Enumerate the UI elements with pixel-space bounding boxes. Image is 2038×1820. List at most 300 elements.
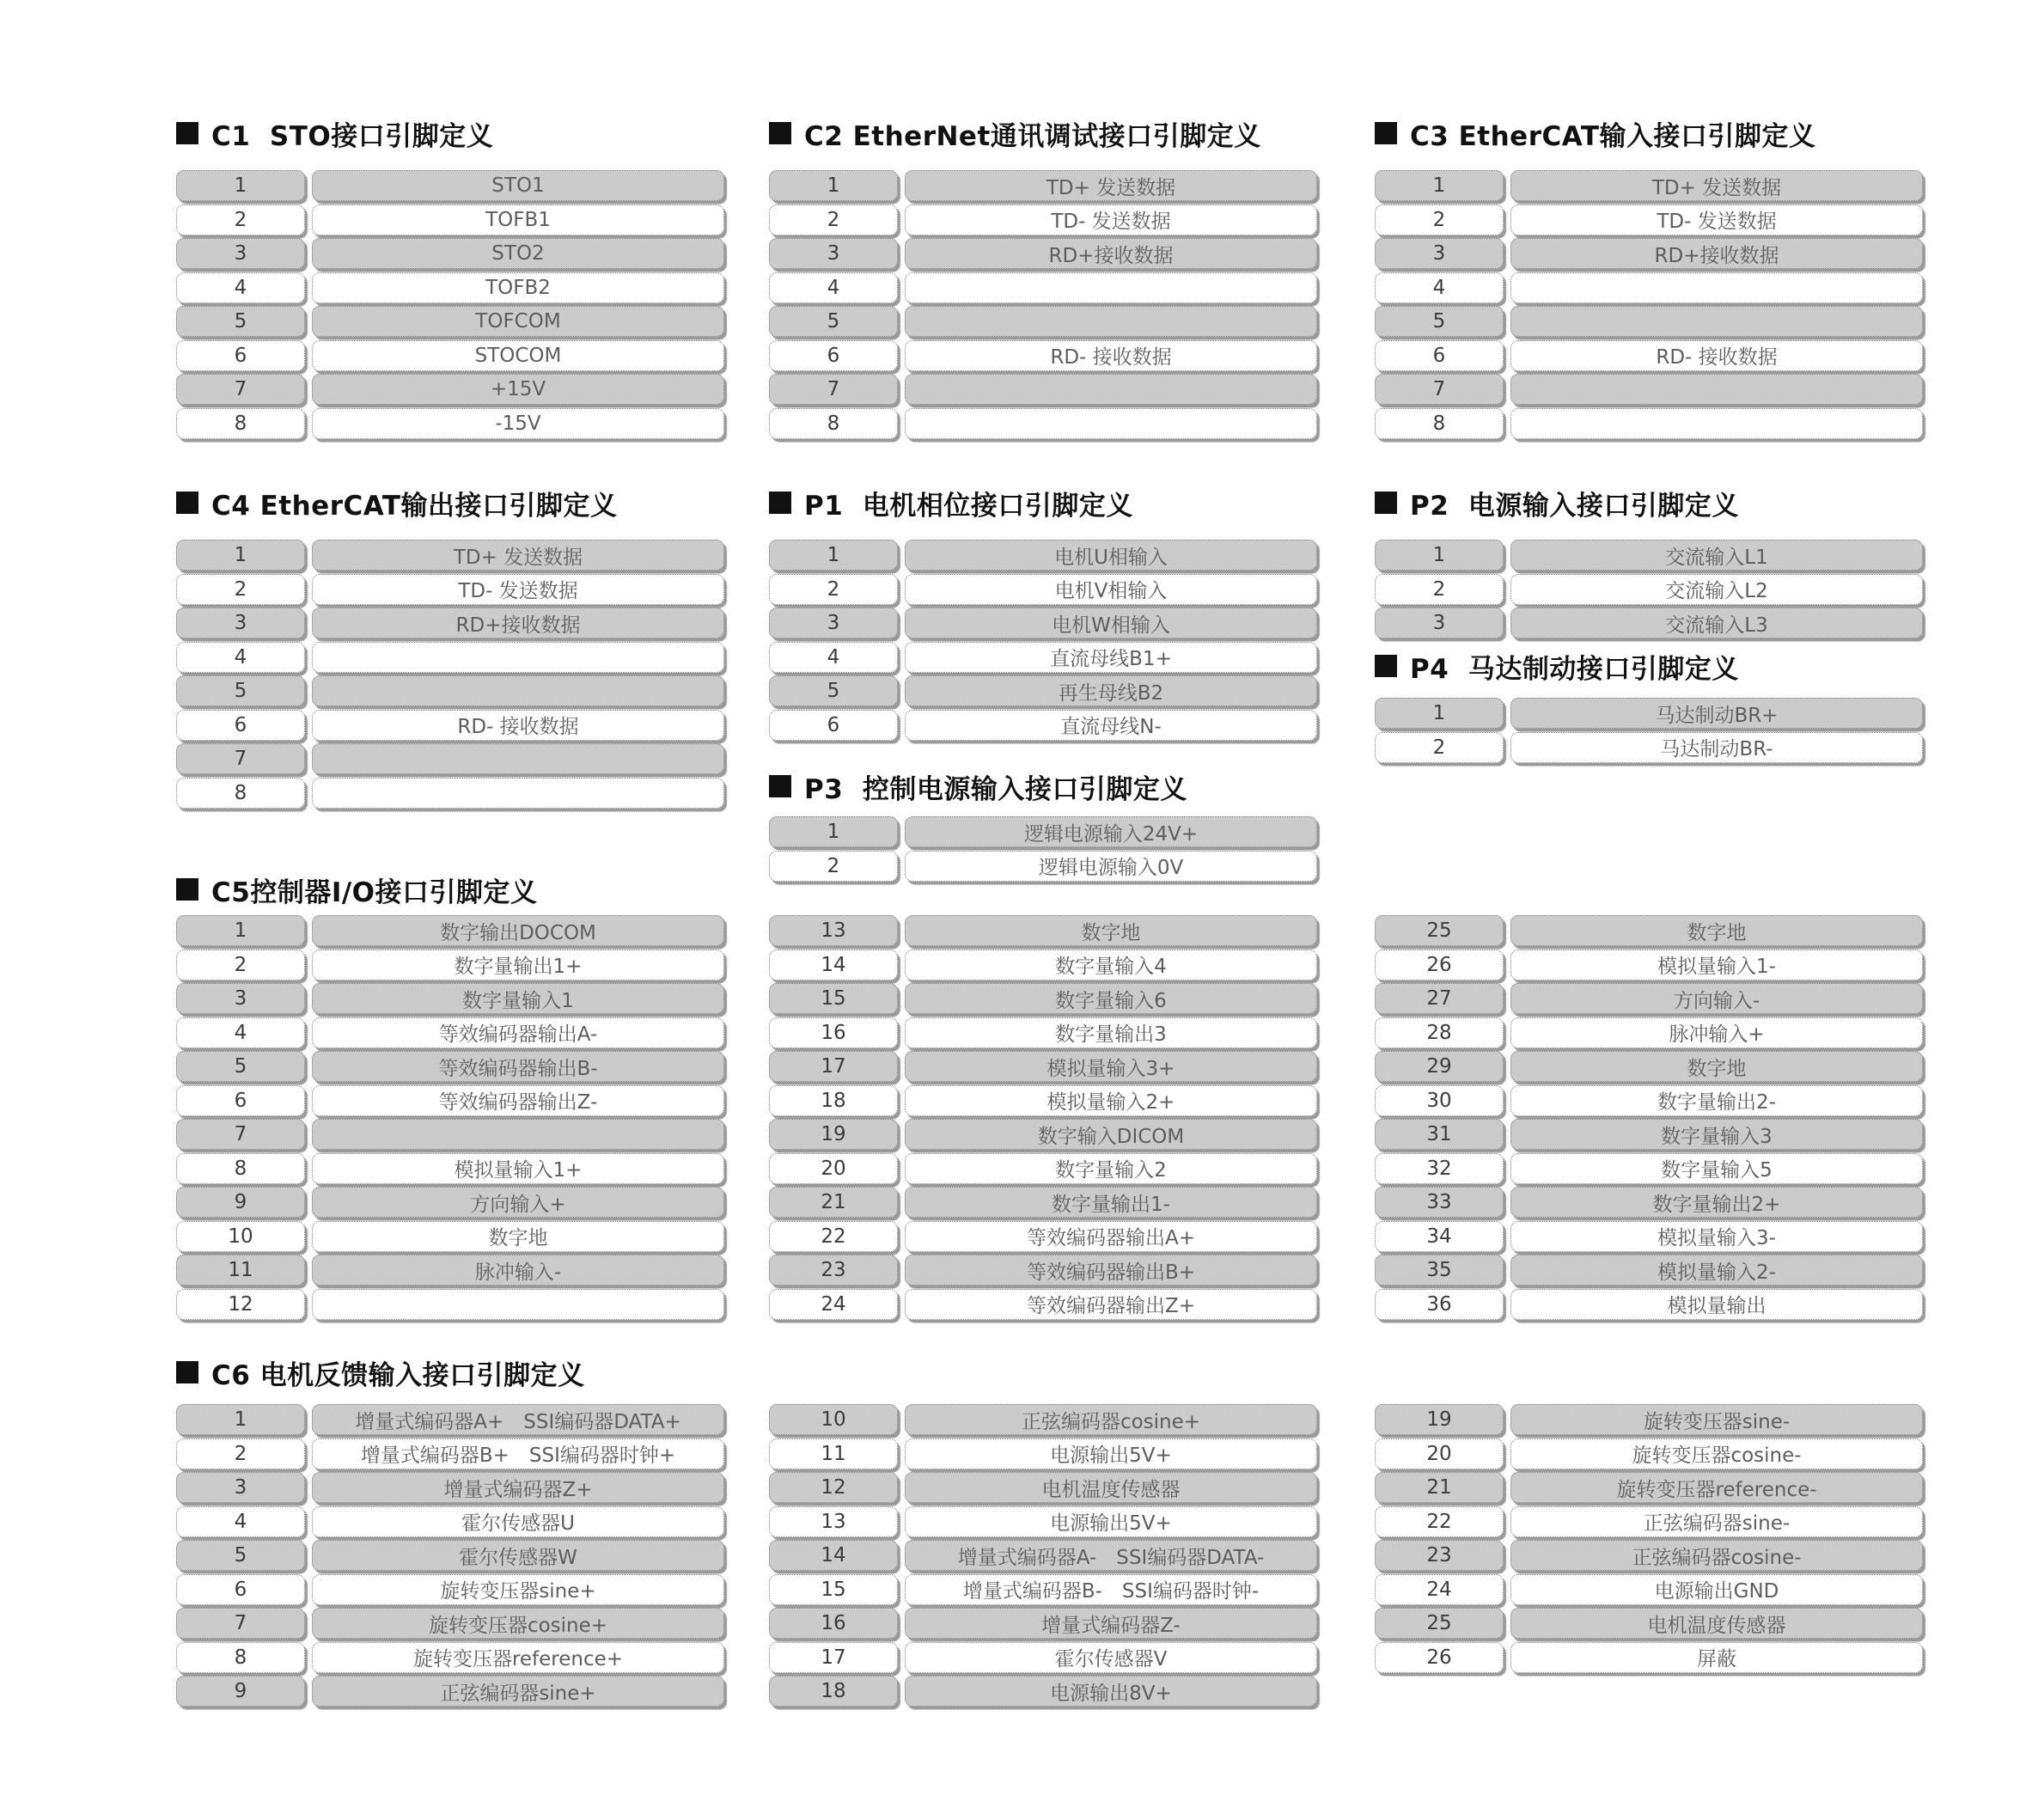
pin-description-cell: 模拟量输入1+ bbox=[312, 1153, 724, 1184]
pin-number-cell: 3 bbox=[1375, 608, 1504, 638]
section-title-p4 bbox=[1375, 646, 1739, 686]
pin-number-cell: 1 bbox=[769, 540, 898, 571]
pin-number-cell: 3 bbox=[176, 983, 305, 1014]
pin-description-cell: STO1 bbox=[312, 170, 724, 201]
pin-number-cell: 20 bbox=[1375, 1438, 1504, 1469]
pin-row bbox=[769, 983, 1317, 1014]
pin-row bbox=[769, 1438, 1317, 1469]
pin-row bbox=[769, 1472, 1317, 1503]
black-square-bullet-icon bbox=[769, 122, 791, 144]
pin-description-cell: TD+ 发送数据 bbox=[1510, 170, 1923, 201]
pin-number-cell: 26 bbox=[1375, 950, 1504, 980]
pin-description-cell: 脉冲输入- bbox=[312, 1255, 724, 1286]
pin-description-cell: 正弦编码器sine+ bbox=[312, 1676, 724, 1707]
pin-row bbox=[769, 1574, 1317, 1605]
pin-description-cell: 数字量输出2- bbox=[1510, 1085, 1923, 1116]
pin-number-cell: 21 bbox=[1375, 1472, 1504, 1503]
pin-table-c6-pins-19-26 bbox=[1375, 1404, 1923, 1676]
pin-row bbox=[1375, 170, 1923, 201]
pin-number-cell: 25 bbox=[1375, 915, 1504, 946]
pin-description-cell: 旋转变压器reference+ bbox=[312, 1642, 724, 1673]
pin-description-cell: 脉冲输入+ bbox=[1510, 1017, 1923, 1048]
pin-number-cell: 13 bbox=[769, 1506, 898, 1537]
pin-description-cell bbox=[1510, 272, 1923, 303]
pin-description-cell: 电机温度传感器 bbox=[905, 1472, 1317, 1503]
black-square-bullet-icon bbox=[769, 492, 791, 514]
pin-number-cell: 4 bbox=[176, 642, 305, 673]
pin-description-cell: 等效编码器输出A+ bbox=[905, 1221, 1317, 1252]
pin-number-cell: 30 bbox=[1375, 1085, 1504, 1116]
section-title-p1-text: P1 电机相位接口引脚定义 bbox=[804, 490, 1133, 522]
pin-row bbox=[1375, 698, 1923, 729]
pin-number-cell: 3 bbox=[769, 238, 898, 269]
pin-number-cell: 32 bbox=[1375, 1153, 1504, 1184]
pin-row bbox=[176, 1540, 724, 1571]
pin-row bbox=[769, 1051, 1317, 1082]
pin-row bbox=[1375, 608, 1923, 638]
pin-row bbox=[1375, 1438, 1923, 1469]
pin-number-cell: 35 bbox=[1375, 1255, 1504, 1286]
pin-number-cell: 1 bbox=[1375, 698, 1504, 729]
pin-description-cell: 交流输入L2 bbox=[1510, 574, 1923, 605]
pin-description-cell: RD- 接收数据 bbox=[905, 340, 1317, 371]
pin-row bbox=[769, 374, 1317, 405]
pin-description-cell: 模拟量输出 bbox=[1510, 1289, 1923, 1320]
pin-row bbox=[1375, 1642, 1923, 1673]
pin-number-cell: 7 bbox=[176, 1119, 305, 1150]
pin-row bbox=[176, 950, 724, 980]
pin-description-cell bbox=[905, 374, 1317, 405]
pin-number-cell: 1 bbox=[176, 170, 305, 201]
pin-number-cell: 21 bbox=[769, 1187, 898, 1218]
pin-row bbox=[176, 1119, 724, 1150]
pin-description-cell: 数字量输出1+ bbox=[312, 950, 724, 980]
pin-description-cell: 电机V相输入 bbox=[905, 574, 1317, 605]
pin-description-cell: 电源输出GND bbox=[1510, 1574, 1923, 1605]
pin-number-cell: 2 bbox=[769, 851, 898, 882]
black-square-bullet-icon bbox=[1375, 492, 1397, 514]
black-square-bullet-icon bbox=[176, 492, 198, 514]
pin-description-cell: 电源输出8V+ bbox=[905, 1676, 1317, 1707]
pin-number-cell: 2 bbox=[1375, 574, 1504, 605]
pin-number-cell: 10 bbox=[176, 1221, 305, 1252]
pin-description-cell: 电源输出5V+ bbox=[905, 1438, 1317, 1469]
pin-row bbox=[1375, 1506, 1923, 1537]
pin-row bbox=[1375, 1221, 1923, 1252]
pin-row bbox=[176, 710, 724, 741]
pin-row bbox=[1375, 915, 1923, 946]
pin-description-cell: 电机U相输入 bbox=[905, 540, 1317, 571]
pin-description-cell bbox=[312, 778, 724, 809]
pin-row bbox=[769, 1085, 1317, 1116]
pin-table-c2 bbox=[769, 170, 1317, 442]
pin-description-cell: 霍尔传感器V bbox=[905, 1642, 1317, 1673]
pin-row bbox=[1375, 1289, 1923, 1320]
pin-description-cell: 马达制动BR- bbox=[1510, 732, 1923, 763]
pin-description-cell: 数字地 bbox=[1510, 1051, 1923, 1082]
pin-number-cell: 22 bbox=[769, 1221, 898, 1252]
pin-description-cell: RD- 接收数据 bbox=[312, 710, 724, 741]
pin-row bbox=[1375, 272, 1923, 303]
pin-table-c5-pins-25-36 bbox=[1375, 915, 1923, 1322]
pin-table-c5-pins-1-12 bbox=[176, 915, 724, 1322]
pin-description-cell: 增量式编码器Z- bbox=[905, 1608, 1317, 1639]
pin-number-cell: 2 bbox=[176, 205, 305, 235]
section-title-c4-text: C4 EtherCAT输出接口引脚定义 bbox=[211, 490, 618, 522]
pin-row bbox=[176, 1506, 724, 1537]
pin-description-cell: 再生母线B2 bbox=[905, 675, 1317, 706]
pin-description-cell bbox=[312, 1119, 724, 1150]
pin-number-cell: 5 bbox=[176, 1051, 305, 1082]
pin-description-cell bbox=[905, 408, 1317, 439]
pin-number-cell: 7 bbox=[176, 374, 305, 405]
pin-number-cell: 6 bbox=[176, 1574, 305, 1605]
pin-row bbox=[176, 915, 724, 946]
pin-description-cell: 电源输出5V+ bbox=[905, 1506, 1317, 1537]
pin-number-cell: 28 bbox=[1375, 1017, 1504, 1048]
pin-number-cell: 15 bbox=[769, 983, 898, 1014]
pin-number-cell: 6 bbox=[1375, 340, 1504, 371]
pin-description-cell: 数字量输入1 bbox=[312, 983, 724, 1014]
pin-row bbox=[176, 408, 724, 439]
pin-description-cell: RD- 接收数据 bbox=[1510, 340, 1923, 371]
pin-description-cell: 数字量输入4 bbox=[905, 950, 1317, 980]
pin-table-c3 bbox=[1375, 170, 1923, 442]
pin-row bbox=[769, 1676, 1317, 1707]
pin-description-cell: RD+接收数据 bbox=[312, 608, 724, 638]
pin-row bbox=[769, 170, 1317, 201]
section-title-p1 bbox=[769, 483, 1133, 522]
pin-description-cell: TD- 发送数据 bbox=[1510, 205, 1923, 235]
pin-description-cell bbox=[312, 743, 724, 774]
pin-description-cell: 屏蔽 bbox=[1510, 1642, 1923, 1673]
pin-number-cell: 2 bbox=[1375, 732, 1504, 763]
pin-description-cell bbox=[1510, 374, 1923, 405]
pin-number-cell: 29 bbox=[1375, 1051, 1504, 1082]
pin-number-cell: 6 bbox=[769, 710, 898, 741]
pin-description-cell: STOCOM bbox=[312, 340, 724, 371]
pin-row bbox=[1375, 238, 1923, 269]
pin-description-cell: 等效编码器输出B+ bbox=[905, 1255, 1317, 1286]
pin-number-cell: 6 bbox=[176, 340, 305, 371]
pin-number-cell: 1 bbox=[769, 816, 898, 847]
pin-description-cell: TD- 发送数据 bbox=[312, 574, 724, 605]
pin-number-cell: 6 bbox=[769, 340, 898, 371]
pin-description-cell: TOFB2 bbox=[312, 272, 724, 303]
pin-row bbox=[176, 743, 724, 774]
pin-description-cell: 数字量输入5 bbox=[1510, 1153, 1923, 1184]
pin-table-c5-pins-13-24 bbox=[769, 915, 1317, 1322]
pin-row bbox=[769, 1119, 1317, 1150]
pin-row bbox=[769, 306, 1317, 337]
pin-row bbox=[769, 1153, 1317, 1184]
pin-number-cell: 8 bbox=[1375, 408, 1504, 439]
pin-table-p1 bbox=[769, 540, 1317, 743]
pin-row bbox=[1375, 306, 1923, 337]
pin-row bbox=[769, 540, 1317, 571]
section-title-p3-text: P3 控制电源输入接口引脚定义 bbox=[804, 773, 1187, 805]
pin-number-cell: 6 bbox=[176, 710, 305, 741]
pin-row bbox=[1375, 1255, 1923, 1286]
pin-description-cell: 霍尔传感器U bbox=[312, 1506, 724, 1537]
section-title-p4-text: P4 马达制动接口引脚定义 bbox=[1410, 653, 1739, 685]
pin-description-cell: 模拟量输入2+ bbox=[905, 1085, 1317, 1116]
pin-row bbox=[1375, 983, 1923, 1014]
pin-description-cell bbox=[905, 272, 1317, 303]
pin-row bbox=[176, 1153, 724, 1184]
pin-description-cell bbox=[905, 306, 1317, 337]
pin-number-cell: 7 bbox=[176, 743, 305, 774]
pin-row bbox=[176, 205, 724, 235]
pin-number-cell: 33 bbox=[1375, 1187, 1504, 1218]
pin-row bbox=[769, 710, 1317, 741]
pin-number-cell: 2 bbox=[176, 950, 305, 980]
pin-description-cell: 电机W相输入 bbox=[905, 608, 1317, 638]
pin-description-cell: RD+接收数据 bbox=[1510, 238, 1923, 269]
pin-table-c6-pins-1-9 bbox=[176, 1404, 724, 1710]
pin-description-cell: 正弦编码器cosine+ bbox=[905, 1404, 1317, 1435]
pin-description-cell: 旋转变压器reference- bbox=[1510, 1472, 1923, 1503]
pin-row bbox=[769, 1221, 1317, 1252]
pin-number-cell: 14 bbox=[769, 1540, 898, 1571]
pin-row bbox=[176, 374, 724, 405]
pin-number-cell: 4 bbox=[1375, 272, 1504, 303]
pin-row bbox=[176, 778, 724, 809]
pin-number-cell: 12 bbox=[176, 1289, 305, 1320]
pin-number-cell: 5 bbox=[176, 306, 305, 337]
pin-description-cell: TOFCOM bbox=[312, 306, 724, 337]
pin-description-cell: 数字量输出2+ bbox=[1510, 1187, 1923, 1218]
pin-description-cell: 旋转变压器sine+ bbox=[312, 1574, 724, 1605]
section-title-c3 bbox=[1375, 113, 1815, 153]
pin-row bbox=[176, 642, 724, 673]
pin-row bbox=[176, 1574, 724, 1605]
pin-number-cell: 7 bbox=[176, 1608, 305, 1639]
pin-number-cell: 23 bbox=[1375, 1540, 1504, 1571]
section-title-c1 bbox=[176, 113, 493, 153]
pin-row bbox=[1375, 1051, 1923, 1082]
pin-description-cell: 方向输入- bbox=[1510, 983, 1923, 1014]
pin-row bbox=[176, 238, 724, 269]
pin-description-cell: 交流输入L3 bbox=[1510, 608, 1923, 638]
pin-row bbox=[176, 574, 724, 605]
pin-row bbox=[769, 915, 1317, 946]
pin-number-cell: 19 bbox=[769, 1119, 898, 1150]
section-title-c5-text: C5控制器I/O接口引脚定义 bbox=[211, 876, 538, 908]
pin-number-cell: 1 bbox=[176, 540, 305, 571]
pin-row bbox=[176, 340, 724, 371]
pin-row bbox=[769, 408, 1317, 439]
black-square-bullet-icon bbox=[769, 775, 791, 797]
pin-row bbox=[769, 950, 1317, 980]
pin-number-cell: 12 bbox=[769, 1472, 898, 1503]
pin-number-cell: 9 bbox=[176, 1187, 305, 1218]
pin-row bbox=[1375, 374, 1923, 405]
pin-number-cell: 5 bbox=[769, 675, 898, 706]
pin-number-cell: 8 bbox=[769, 408, 898, 439]
pin-row bbox=[176, 1187, 724, 1218]
pin-description-cell: 增量式编码器B- SSI编码器时钟- bbox=[905, 1574, 1317, 1605]
pin-description-cell: TD- 发送数据 bbox=[905, 205, 1317, 235]
pin-description-cell bbox=[312, 1289, 724, 1320]
pin-description-cell: 数字量输入2 bbox=[905, 1153, 1317, 1184]
pin-number-cell: 5 bbox=[176, 675, 305, 706]
pin-number-cell: 11 bbox=[769, 1438, 898, 1469]
pin-description-cell: 马达制动BR+ bbox=[1510, 698, 1923, 729]
pin-number-cell: 2 bbox=[769, 574, 898, 605]
pin-description-cell: 等效编码器输出Z+ bbox=[905, 1289, 1317, 1320]
pin-row bbox=[176, 1085, 724, 1116]
pin-row bbox=[1375, 1017, 1923, 1048]
pin-number-cell: 8 bbox=[176, 778, 305, 809]
pin-number-cell: 5 bbox=[1375, 306, 1504, 337]
pin-number-cell: 4 bbox=[769, 272, 898, 303]
pin-number-cell: 27 bbox=[1375, 983, 1504, 1014]
pin-description-cell: 数字地 bbox=[1510, 915, 1923, 946]
pin-row bbox=[176, 306, 724, 337]
pin-row bbox=[176, 1051, 724, 1082]
pin-description-cell: 旋转变压器cosine- bbox=[1510, 1438, 1923, 1469]
pin-row bbox=[769, 1540, 1317, 1571]
pin-number-cell: 11 bbox=[176, 1255, 305, 1286]
pin-number-cell: 16 bbox=[769, 1017, 898, 1048]
pin-description-cell: 数字输出DOCOM bbox=[312, 915, 724, 946]
pin-row bbox=[1375, 1119, 1923, 1150]
pin-row bbox=[769, 1187, 1317, 1218]
pin-number-cell: 6 bbox=[176, 1085, 305, 1116]
pin-row bbox=[176, 540, 724, 571]
pin-description-cell bbox=[1510, 408, 1923, 439]
pin-row bbox=[1375, 540, 1923, 571]
pin-number-cell: 15 bbox=[769, 1574, 898, 1605]
pin-number-cell: 18 bbox=[769, 1676, 898, 1707]
pin-description-cell: 正弦编码器sine- bbox=[1510, 1506, 1923, 1537]
pin-description-cell bbox=[312, 675, 724, 706]
section-title-c6-text: C6 电机反馈输入接口引脚定义 bbox=[211, 1359, 585, 1391]
pin-number-cell: 24 bbox=[769, 1289, 898, 1320]
pin-row bbox=[176, 1017, 724, 1048]
pin-description-cell: 增量式编码器A- SSI编码器DATA- bbox=[905, 1540, 1317, 1571]
pin-number-cell: 26 bbox=[1375, 1642, 1504, 1673]
pin-row bbox=[1375, 950, 1923, 980]
pin-description-cell: STO2 bbox=[312, 238, 724, 269]
pin-description-cell: 模拟量输入3+ bbox=[905, 1051, 1317, 1082]
pin-table-p2 bbox=[1375, 540, 1923, 642]
pin-number-cell: 1 bbox=[1375, 170, 1504, 201]
pin-row bbox=[769, 1608, 1317, 1639]
pin-description-cell: 数字输入DICOM bbox=[905, 1119, 1317, 1150]
pin-row bbox=[176, 983, 724, 1014]
pin-number-cell: 1 bbox=[176, 1404, 305, 1435]
pin-number-cell: 2 bbox=[176, 1438, 305, 1469]
pin-number-cell: 22 bbox=[1375, 1506, 1504, 1537]
pin-description-cell: 电机温度传感器 bbox=[1510, 1608, 1923, 1639]
pin-row bbox=[769, 1506, 1317, 1537]
pin-row bbox=[176, 1289, 724, 1320]
pin-number-cell: 23 bbox=[769, 1255, 898, 1286]
pin-number-cell: 25 bbox=[1375, 1608, 1504, 1639]
pin-number-cell: 1 bbox=[176, 915, 305, 946]
pin-row bbox=[1375, 1540, 1923, 1571]
pin-number-cell: 3 bbox=[176, 608, 305, 638]
pin-description-cell: 直流母线N- bbox=[905, 710, 1317, 741]
pin-description-cell bbox=[1510, 306, 1923, 337]
pin-description-cell: 数字量输出1- bbox=[905, 1187, 1317, 1218]
pin-number-cell: 8 bbox=[176, 1153, 305, 1184]
pin-table-p3 bbox=[769, 816, 1317, 884]
pin-number-cell: 8 bbox=[176, 408, 305, 439]
pin-description-cell: 霍尔传感器W bbox=[312, 1540, 724, 1571]
black-square-bullet-icon bbox=[176, 878, 198, 901]
section-title-p2-text: P2 电源输入接口引脚定义 bbox=[1410, 490, 1739, 522]
pin-row bbox=[1375, 1608, 1923, 1639]
pin-number-cell: 7 bbox=[1375, 374, 1504, 405]
pin-row bbox=[769, 816, 1317, 847]
pin-description-cell: TD+ 发送数据 bbox=[312, 540, 724, 571]
pin-row bbox=[176, 1221, 724, 1252]
pin-row bbox=[769, 851, 1317, 882]
pin-description-cell: 增量式编码器Z+ bbox=[312, 1472, 724, 1503]
pin-number-cell: 17 bbox=[769, 1051, 898, 1082]
pin-row bbox=[176, 1472, 724, 1503]
pin-table-c6-pins-10-18 bbox=[769, 1404, 1317, 1710]
pin-description-cell: 数字地 bbox=[312, 1221, 724, 1252]
pin-row bbox=[176, 1255, 724, 1286]
pin-number-cell: 20 bbox=[769, 1153, 898, 1184]
pin-number-cell: 36 bbox=[1375, 1289, 1504, 1320]
pin-description-cell: TOFB1 bbox=[312, 205, 724, 235]
pin-row bbox=[176, 1404, 724, 1435]
pin-description-cell: 等效编码器输出B- bbox=[312, 1051, 724, 1082]
pin-description-cell: 正弦编码器cosine- bbox=[1510, 1540, 1923, 1571]
pin-number-cell: 4 bbox=[769, 642, 898, 673]
pin-row bbox=[176, 1608, 724, 1639]
pin-description-cell: 等效编码器输出Z- bbox=[312, 1085, 724, 1116]
pin-row bbox=[176, 608, 724, 638]
pin-row bbox=[1375, 574, 1923, 605]
pin-number-cell: 4 bbox=[176, 1506, 305, 1537]
pin-row bbox=[769, 675, 1317, 706]
pin-number-cell: 7 bbox=[769, 374, 898, 405]
pin-number-cell: 5 bbox=[769, 306, 898, 337]
pin-row bbox=[769, 1642, 1317, 1673]
pin-table-p4 bbox=[1375, 698, 1923, 766]
pin-row bbox=[769, 1255, 1317, 1286]
pin-table-c4 bbox=[176, 540, 724, 811]
pin-description-cell: 逻辑电源输入0V bbox=[905, 851, 1317, 882]
pin-row bbox=[1375, 1404, 1923, 1435]
pin-description-cell: -15V bbox=[312, 408, 724, 439]
pin-row bbox=[769, 1404, 1317, 1435]
pin-row bbox=[1375, 732, 1923, 763]
pin-description-cell: 逻辑电源输入24V+ bbox=[905, 816, 1317, 847]
pin-row bbox=[1375, 205, 1923, 235]
pin-row bbox=[769, 642, 1317, 673]
pin-row bbox=[176, 675, 724, 706]
pin-number-cell: 3 bbox=[1375, 238, 1504, 269]
black-square-bullet-icon bbox=[176, 122, 198, 144]
pin-row bbox=[769, 574, 1317, 605]
pin-description-cell: 模拟量输入1- bbox=[1510, 950, 1923, 980]
pin-number-cell: 2 bbox=[769, 205, 898, 235]
pin-row bbox=[176, 1642, 724, 1673]
pin-description-cell: 数字量输入6 bbox=[905, 983, 1317, 1014]
pin-number-cell: 4 bbox=[176, 272, 305, 303]
section-title-c4 bbox=[176, 483, 617, 522]
section-title-c1-text: C1 STO接口引脚定义 bbox=[211, 120, 494, 152]
section-title-c2-text: C2 EtherNet通讯调试接口引脚定义 bbox=[804, 120, 1261, 152]
pin-row bbox=[1375, 408, 1923, 439]
